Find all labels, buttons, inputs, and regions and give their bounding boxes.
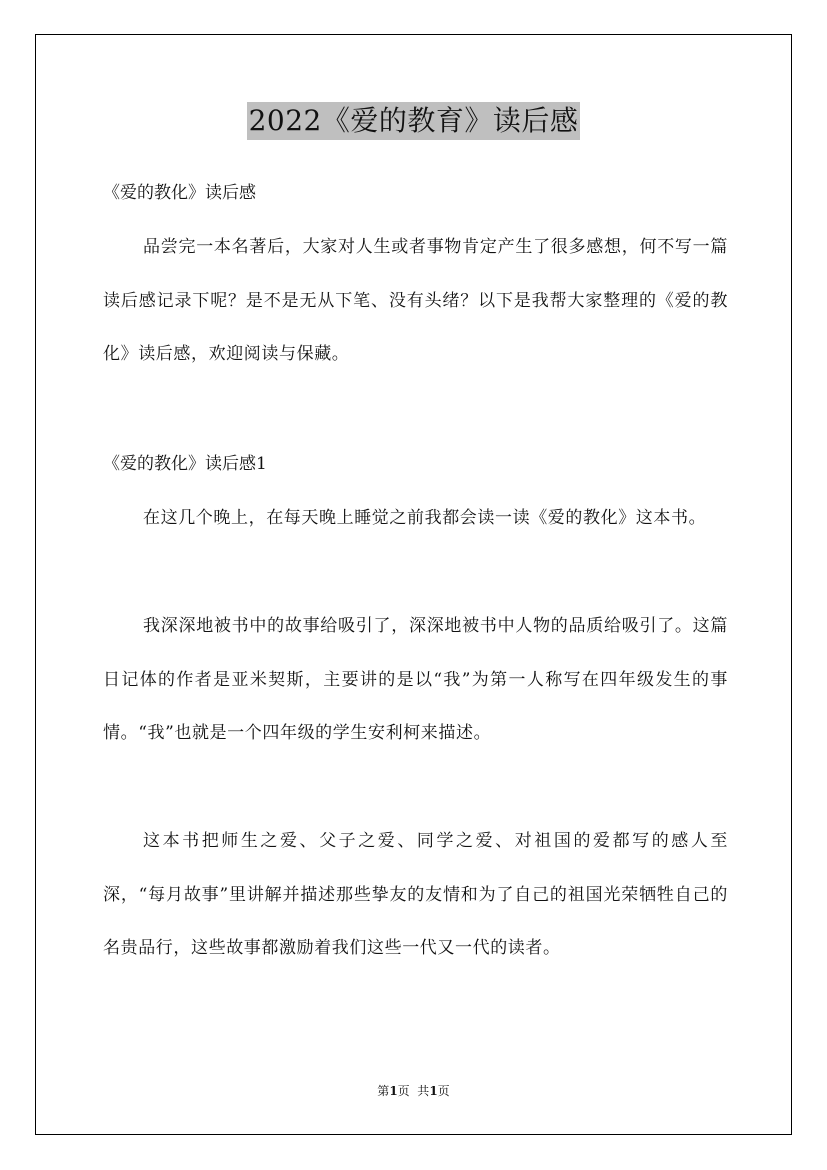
footer-page-suffix: 页 bbox=[437, 1084, 450, 1098]
document-title: 2022《爱的教育》读后感 bbox=[247, 102, 581, 140]
footer-page-prefix: 第 bbox=[377, 1084, 390, 1098]
intro-heading: 《爱的教化》读后感 bbox=[103, 183, 256, 203]
title-container bbox=[0, 102, 827, 140]
body-paragraph-2: 我深深地被书中的故事给吸引了，深深地被书中人物的品质给吸引了。这篇日记体的作者是亚米契斯，主要讲的是以“我”为第一人称写在四年级发生的事情。“我”也就是一个四年级的学生安利柯来描述。 bbox=[103, 616, 728, 743]
body-paragraph-1: 在这几个晚上，在每天晚上睡觉之前我都会读一读《爱的教化》这本书。 bbox=[143, 508, 707, 528]
intro-paragraph: 品尝完一本名著后，大家对人生或者事物肯定产生了很多感想，何不写一篇读后感记录下呢？是不是无从下笔、没有头绪？以下是我帮大家整理的《爱的教化》读后感，欢迎阅读与保藏。 bbox=[103, 237, 728, 364]
footer-page-current: 1 bbox=[389, 1084, 398, 1098]
footer-page-total: 1 bbox=[429, 1084, 438, 1098]
body-paragraph-3: 这本书把师生之爱、父子之爱、同学之爱、对祖国的爱都写的感人至深，“每月故事”里讲解并描述那些挚友的友情和为了自己的祖国光荣牺牲自己的名贵品行，这些故事都激励着我们这些一代又一代的读者。 bbox=[103, 831, 728, 958]
section-heading: 《爱的教化》读后感1 bbox=[103, 454, 267, 474]
page-footer bbox=[0, 1083, 827, 1099]
footer-page-mid: 页 共 bbox=[397, 1084, 430, 1098]
